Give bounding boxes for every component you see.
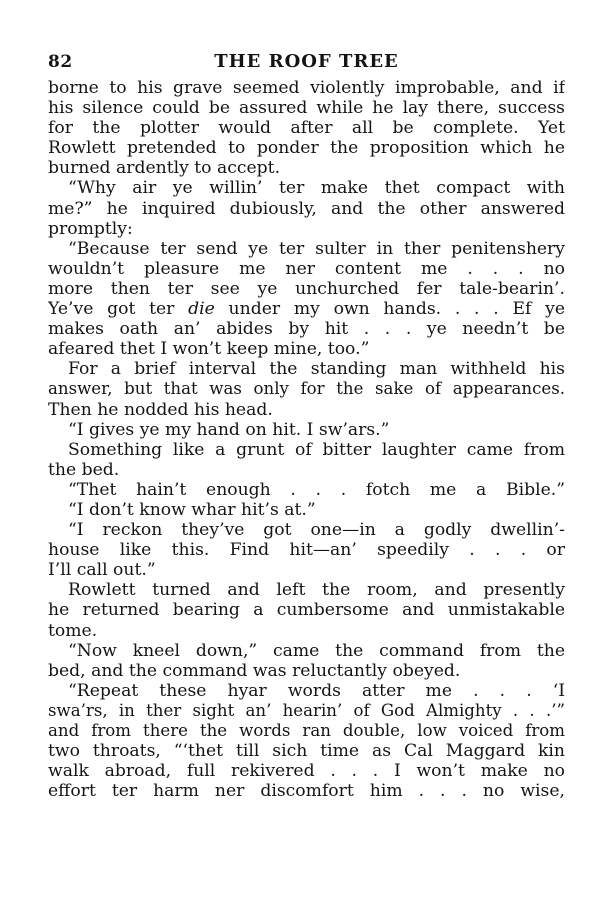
text-line: “I gives ye my hand on hit. I sw’ars.” — [68, 419, 390, 440]
text-line: “Because ter send ye ter sulter in ther penitenshery — [68, 238, 565, 259]
text-line: walk abroad, full rekivered . . . I won’t make no — [48, 761, 565, 782]
text-line: house like this. Find hit—an’ speedily . . . or — [48, 540, 565, 561]
text-line: burned ardently to accept. — [48, 158, 281, 179]
text-line: swa’rs, in ther sight an’ hearin’ of God Almighty . . .’” — [48, 700, 565, 720]
text-line: promptly: — [48, 218, 133, 239]
text-line: Rowlett turned and left the room, and presently — [68, 580, 565, 601]
text-line: Something like a grunt of bitter laughter came from — [68, 439, 565, 460]
text-line: his silence could be assured while he lay there, success — [48, 98, 565, 119]
text-line: answer, but that was only for the sake of appearances. — [48, 379, 565, 399]
page-number: 82 — [48, 52, 73, 72]
text-segment: Ye’ve got ter — [48, 299, 189, 320]
text-line: “Why air ye willin’ ter make thet compact with — [68, 178, 565, 199]
text-line — [48, 299, 565, 319]
text-line: for the plotter would after all be complete. Yet — [48, 118, 565, 139]
emphasized-word: die — [188, 299, 215, 320]
body-text — [48, 78, 565, 801]
text-line: “I reckon they’ve got one—in a godly dwellin’- — [68, 520, 565, 541]
text-line: me?” he inquired dubiously, and the other answered — [48, 198, 565, 219]
text-line: bed, and the command was reluctantly obeyed. — [48, 660, 461, 681]
text-line: Rowlett pretended to ponder the proposition which he — [48, 138, 565, 159]
text-line: more then ter see ye unchurched fer tale-bearin’. — [48, 278, 565, 299]
text-line: effort ter harm ner discomfort him . . . no wise, — [48, 781, 565, 802]
text-line: “Repeat these hyar words atter me . . . ‘I — [68, 680, 565, 701]
text-line: makes oath an’ abides by hit . . . ye needn’t be — [48, 319, 565, 340]
text-line: Then he nodded his head. — [48, 399, 273, 420]
text-line: he returned bearing a cumbersome and unmistakable — [48, 600, 565, 621]
text-line: I’ll call out.” — [48, 560, 156, 581]
text-line: borne to his grave seemed violently improbable, and if — [48, 78, 565, 98]
text-line: For a brief interval the standing man withheld his — [68, 359, 565, 380]
text-line: tome. — [48, 620, 98, 641]
running-title: THE ROOF TREE — [214, 51, 399, 72]
text-line: “Now kneel down,” came the command from the — [68, 640, 565, 661]
text-line: afeared thet I won’t keep mine, too.” — [48, 339, 370, 360]
text-line: two throats, “‘thet till sich time as Cal Maggard kin — [48, 741, 565, 762]
text-line: “I don’t know whar hit’s at.” — [68, 499, 316, 520]
book-page — [48, 48, 565, 802]
text-line: and from there the words ran double, low voiced from — [48, 721, 565, 740]
text-segment: under my own hands. . . . Ef ye — [214, 299, 565, 320]
page-header — [48, 48, 565, 78]
text-line: the bed. — [48, 459, 120, 480]
text-line: “Thet hain’t enough . . . fotch me a Bible.” — [68, 479, 565, 500]
text-line: wouldn’t pleasure me ner content me . . . no — [48, 258, 565, 279]
